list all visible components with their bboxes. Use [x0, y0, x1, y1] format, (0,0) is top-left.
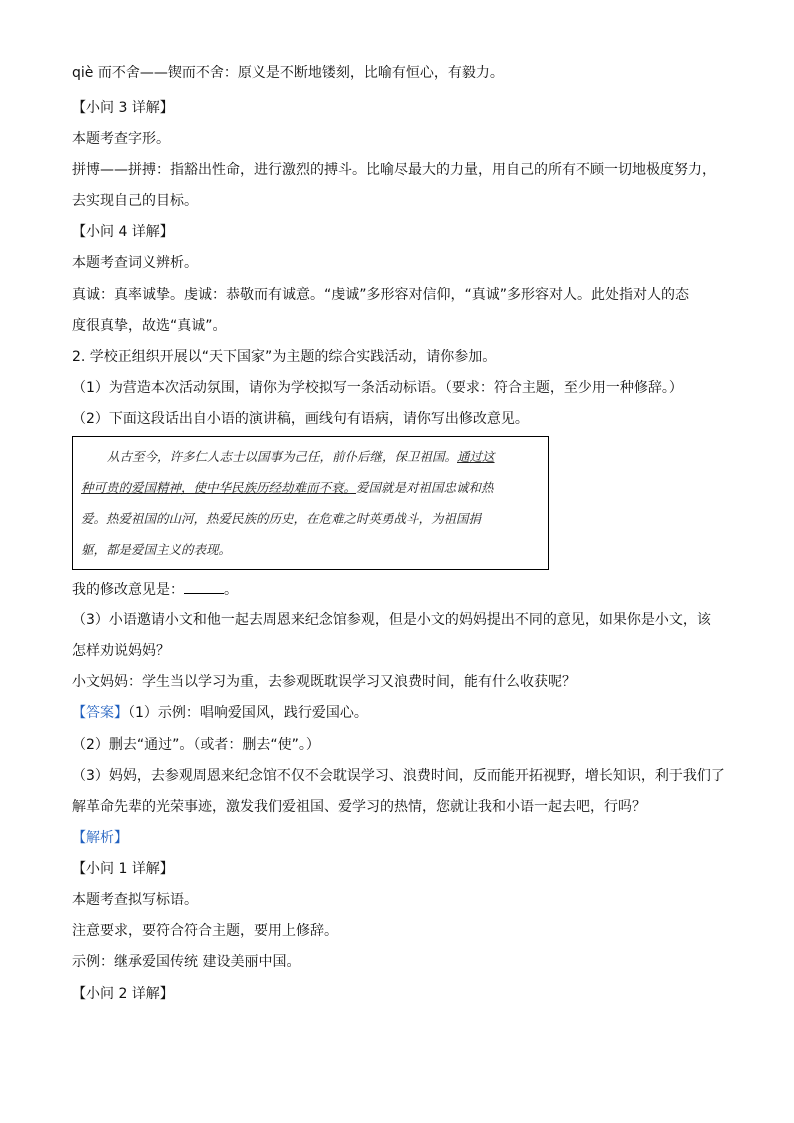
speech-line — [81, 479, 494, 497]
text-line: 怎样劝说妈妈？ — [72, 643, 170, 659]
answer-blank-line — [72, 579, 238, 600]
analysis-label: 【解析】 — [72, 830, 128, 846]
answer-label: 【答案】 — [72, 705, 128, 721]
speech-text: 从古至今，许多仁人志士以国事为己任，前仆后继，保卫祖国。 — [107, 449, 458, 464]
question-part: （2）下面这段话出自小语的演讲稿，画线句有语病，请你写出修改意见。 — [72, 411, 529, 427]
text-line: 本题考查字形。 — [72, 131, 170, 147]
text-line: 小文妈妈：学生当以学习为重，去参观既耽误学习又浪费时间，能有什么收获呢？ — [72, 674, 576, 690]
text-line: 本题考查词义辨析。 — [72, 255, 198, 271]
speech-line: 爱。热爱祖国的山河，热爱民族的历史，在危难之时英勇战斗，为祖国捐 — [81, 511, 482, 526]
section-heading: 【小问 4 详解】 — [72, 224, 174, 240]
section-heading: 【小问 1 详解】 — [72, 861, 174, 877]
text-line: （2）删去“通过”。（或者：删去“使”。） — [72, 737, 320, 753]
text-span: 我的修改意见是： — [72, 582, 184, 598]
underlined-sentence: 通过这 — [457, 449, 495, 464]
text-line: （3）妈妈，去参观周恩来纪念馆不仅不会耽误学习、浪费时间，反而能开拓视野，增长知识，利于我们了 — [72, 768, 725, 784]
text-line: 注意要求，要符合符合主题，要用上修辞。 — [72, 923, 338, 939]
text-line: 本题考查拟写标语。 — [72, 892, 198, 908]
answer-blank[interactable] — [184, 579, 224, 594]
answer-line — [72, 703, 368, 723]
text-line: 真诚：真率诚挚。虔诚：恭敬而有诚意。“虔诚”多形容对信仰，“真诚”多形容对人。此处指对人的态 — [72, 287, 690, 303]
question-part: （1）为营造本次活动氛围，请你为学校拟写一条活动标语。（要求：符合主题，至少用一种修辞。） — [72, 380, 683, 396]
text-line: 拼博——拼搏：指豁出性命，进行激烈的搏斗。比喻尽最大的力量，用自己的所有不顾一切地极度努力， — [72, 162, 716, 178]
text-span: 。 — [224, 582, 238, 598]
section-heading: 【小问 3 详解】 — [72, 100, 174, 116]
speech-line — [107, 448, 495, 466]
section-heading: 【小问 2 详解】 — [72, 986, 174, 1002]
speech-text: 爱国就是对祖国忠诚和热 — [356, 480, 494, 495]
question-part: （3）小语邀请小文和他一起去周恩来纪念馆参观，但是小文的妈妈提出不同的意见，如果你是小文，该 — [72, 612, 711, 628]
text-line: 去实现自己的目标。 — [72, 193, 198, 209]
speech-line: 躯，都是爱国主义的表现。 — [81, 542, 232, 557]
text-line: 示例：继承爱国传统 建设美丽中国。 — [72, 954, 301, 970]
text-line: 度很真挚，故选“真诚”。 — [72, 318, 227, 334]
speech-excerpt-box — [72, 436, 549, 570]
text-line: qiè 而不舍——锲而不舍：原义是不断地镂刻，比喻有恒心，有毅力。 — [72, 65, 504, 81]
underlined-sentence: 种可贵的爱国精神，使中华民族历经劫难而不衰。 — [81, 480, 357, 495]
text-span: （1）示例：唱响爱国风，践行爱国心。 — [128, 705, 368, 721]
text-line: 解革命先辈的光荣事迹，激发我们爱祖国、爱学习的热情，您就让我和小语一起去吧，行吗？ — [72, 799, 646, 815]
question-title: 2. 学校正组织开展以“天下国家”为主题的综合实践活动，请你参加。 — [72, 349, 497, 365]
